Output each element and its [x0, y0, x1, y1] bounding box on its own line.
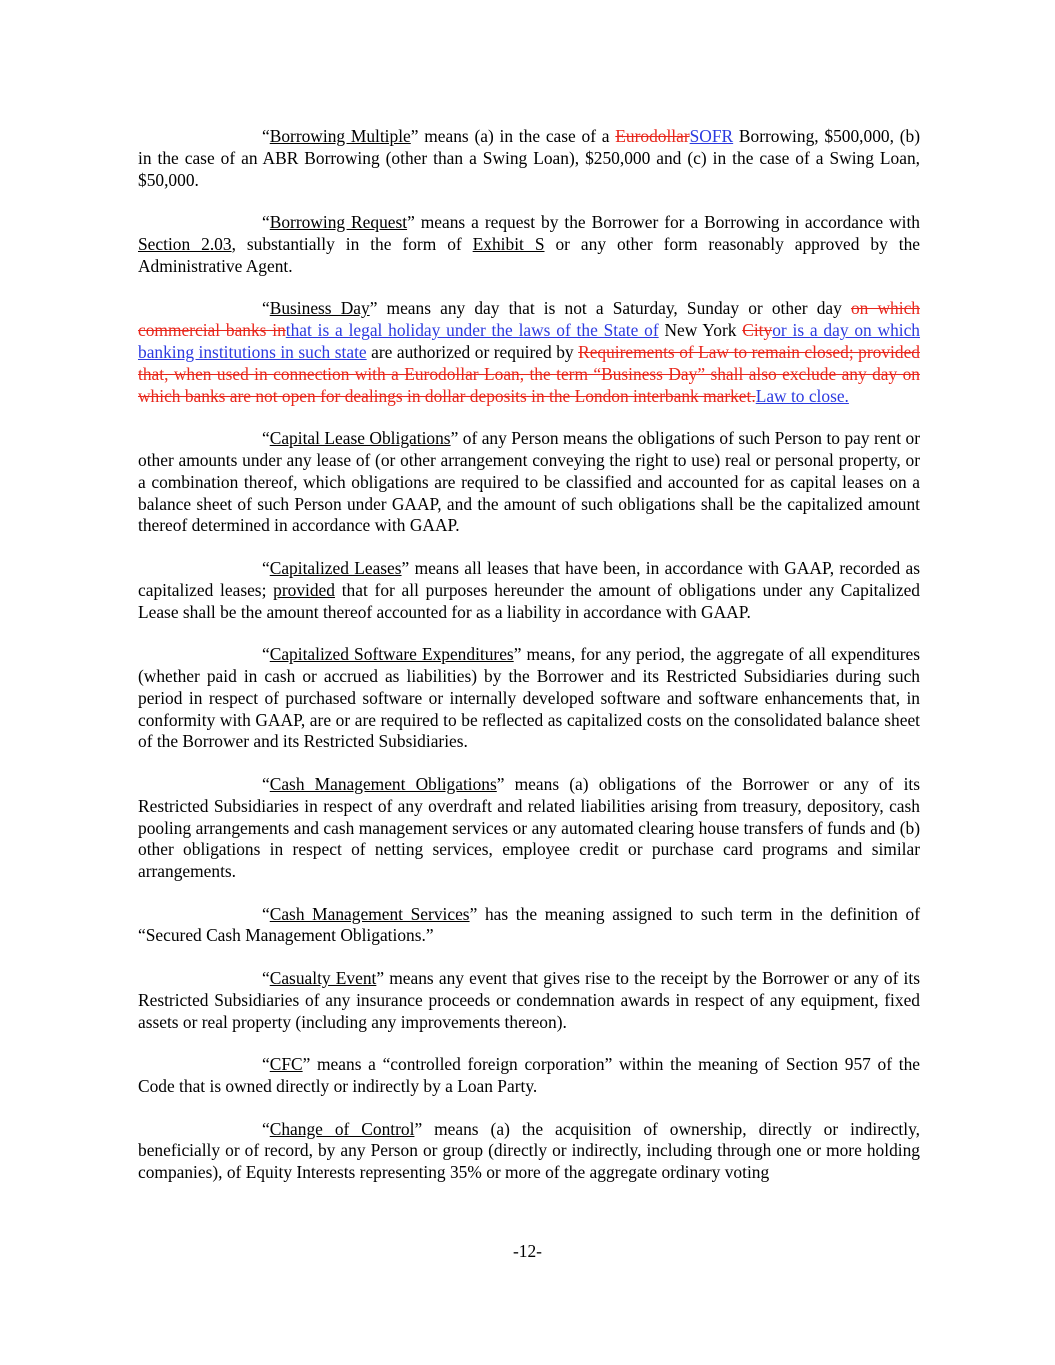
deleted-text: that, when used in connection with a Eurodollar Loan, the term “Business Day” shall also exclude any day on which banks are not open for dealings in dollar deposits in the London interbank market.: [138, 363, 920, 406]
definition-cash-management-services: [138, 904, 920, 948]
text-segment: “: [262, 644, 270, 665]
defined-term: Capitalized Leases: [269, 557, 402, 578]
definition-change-of-control: [138, 1119, 920, 1184]
text-segment: “: [262, 126, 270, 146]
defined-term: CFC: [269, 1054, 303, 1075]
text-segment: ” means a request by the Borrower for a Borrowing in accordance with: [407, 212, 920, 233]
text-segment: ” means (a) in the case of a: [410, 126, 616, 146]
defined-term: Borrowing Multiple: [269, 126, 411, 146]
inserted-text: or is a day on which banking institutions in such state: [138, 320, 921, 362]
definition-borrowing-multiple: [138, 126, 920, 191]
defined-term: Borrowing Request: [269, 212, 408, 233]
text-segment: Borrowing, $500,000, (b) in the case of an ABR Borrowing (other than a Swing Loan), $250,000 and (c) in the case of a Swing Loan, $50,000.: [138, 126, 920, 190]
deleted-text: on which commercial banks in: [138, 298, 920, 341]
text-segment: “: [262, 773, 270, 794]
text-segment: New York: [658, 320, 743, 341]
defined-term: Casualty Event: [269, 968, 377, 989]
text-segment: are authorized or required by: [366, 341, 579, 362]
defined-term: Capital Lease Obligations: [269, 428, 451, 449]
text-segment: , substantially in the form of: [231, 233, 473, 254]
defined-term: Cash Management Services: [269, 903, 470, 924]
definition-business-day: [138, 298, 920, 407]
text-segment: ” has the meaning assigned to such term in the definition of “Secured Cash Management Obligations.”: [138, 903, 920, 946]
definition-cash-management-obligations: [138, 774, 920, 883]
text-segment: that for all purposes hereunder the amount of obligations under any Capitalized Lease shall be the amount thereof accounted for as a liability in accordance with GAAP.: [138, 579, 920, 622]
definition-casualty-event: [138, 968, 920, 1033]
text-segment: “: [262, 298, 270, 319]
text-segment: ” means any event that gives rise to the receipt by the Borrower or any of its Restricted Subsidiaries of any insurance proceeds or condemnation awards in respect of any equipment, fixed assets or real property (including any improvements thereon).: [138, 968, 920, 1032]
defined-term: Cash Management Obligations: [269, 773, 497, 794]
inserted-text: SOFR: [689, 126, 734, 146]
defined-term: provided: [273, 579, 335, 600]
definition-capitalized-software-expenditures: [138, 644, 920, 753]
text-segment: ” means all leases that have been, in accordance with GAAP, recorded as capitalized leases;: [138, 557, 920, 600]
text-segment: ” means a “controlled foreign corporation” within the meaning of Section 957 of the Code that is owned directly or indirectly by a Loan Party.: [138, 1054, 920, 1097]
text-segment: ” means any day that is not a Saturday, Sunday or other day: [369, 298, 851, 319]
defined-term: Business Day: [269, 298, 370, 319]
definition-cfc: [138, 1054, 920, 1098]
defined-term: Capitalized Software Expenditures: [269, 644, 514, 665]
deleted-text: provided: [858, 341, 920, 362]
text-segment: or any other form reasonably approved by the Administrative Agent.: [138, 233, 920, 276]
text-segment: “: [262, 212, 270, 233]
text-segment: “: [262, 1118, 270, 1139]
inserted-text: Law to close.: [755, 385, 849, 406]
text-segment: “: [262, 557, 270, 578]
definition-capital-lease-obligations: [138, 428, 920, 537]
page-number: -12-: [513, 1241, 542, 1261]
defined-term: Exhibit S: [472, 233, 545, 254]
text-segment: ” of any Person means the obligations of such Person to pay rent or other amounts under any lease of (or other arrangement conveying the right to use) real or personal property, or a combination thereof, which obligations are required to be classified and accounted for as capital leases on a balance sheet of such Person under GAAP, and the amount of such obligations shall be the capitalized amount thereof determined in accordance with GAAP.: [138, 428, 920, 536]
text-segment: ” means, for any period, the aggregate of all expenditures (whether paid in cash or accrued as liabilities) by the Borrower and its Restricted Subsidiaries during such period in respect of purchased software or internally developed software and software enhancements that, in conformity with GAAP, are or are required to be reflected as capitalized costs on the consolidated balance sheet of the Borrower and its Restricted Subsidiaries.: [138, 644, 920, 752]
definition-borrowing-request: [138, 212, 920, 277]
text-segment: “: [262, 903, 270, 924]
deleted-text: City: [742, 320, 773, 341]
inserted-text: that is a legal holiday under the laws of the State of: [285, 320, 659, 341]
deleted-text: Requirements of Law to remain closed;: [578, 341, 859, 362]
text-segment: “: [262, 968, 270, 989]
document-body: [138, 126, 920, 1205]
deleted-text: Eurodollar: [615, 126, 690, 146]
text-segment: ” means (a) obligations of the Borrower or any of its Restricted Subsidiaries in respect of any overdraft and related liabilities arising from treasury, depository, cash pooling arrangements and cash management services or any automated clearing house transfers of funds and (b) other obligations in respect of netting services, employee credit or purchase card programs and similar arrangements.: [138, 773, 920, 882]
text-segment: ” means (a) the acquisition of ownership, directly or indirectly, beneficially or of record, by any Person or group (directly or indirectly, including through one or more holding companies), of Equity Interests representing 35% or more of the aggregate ordinary voting: [138, 1118, 920, 1183]
defined-term: Section 2.03: [138, 233, 232, 254]
definition-capitalized-leases: [138, 558, 920, 623]
text-segment: “: [262, 428, 270, 449]
defined-term: Change of Control: [269, 1118, 415, 1139]
text-segment: “: [262, 1054, 270, 1075]
